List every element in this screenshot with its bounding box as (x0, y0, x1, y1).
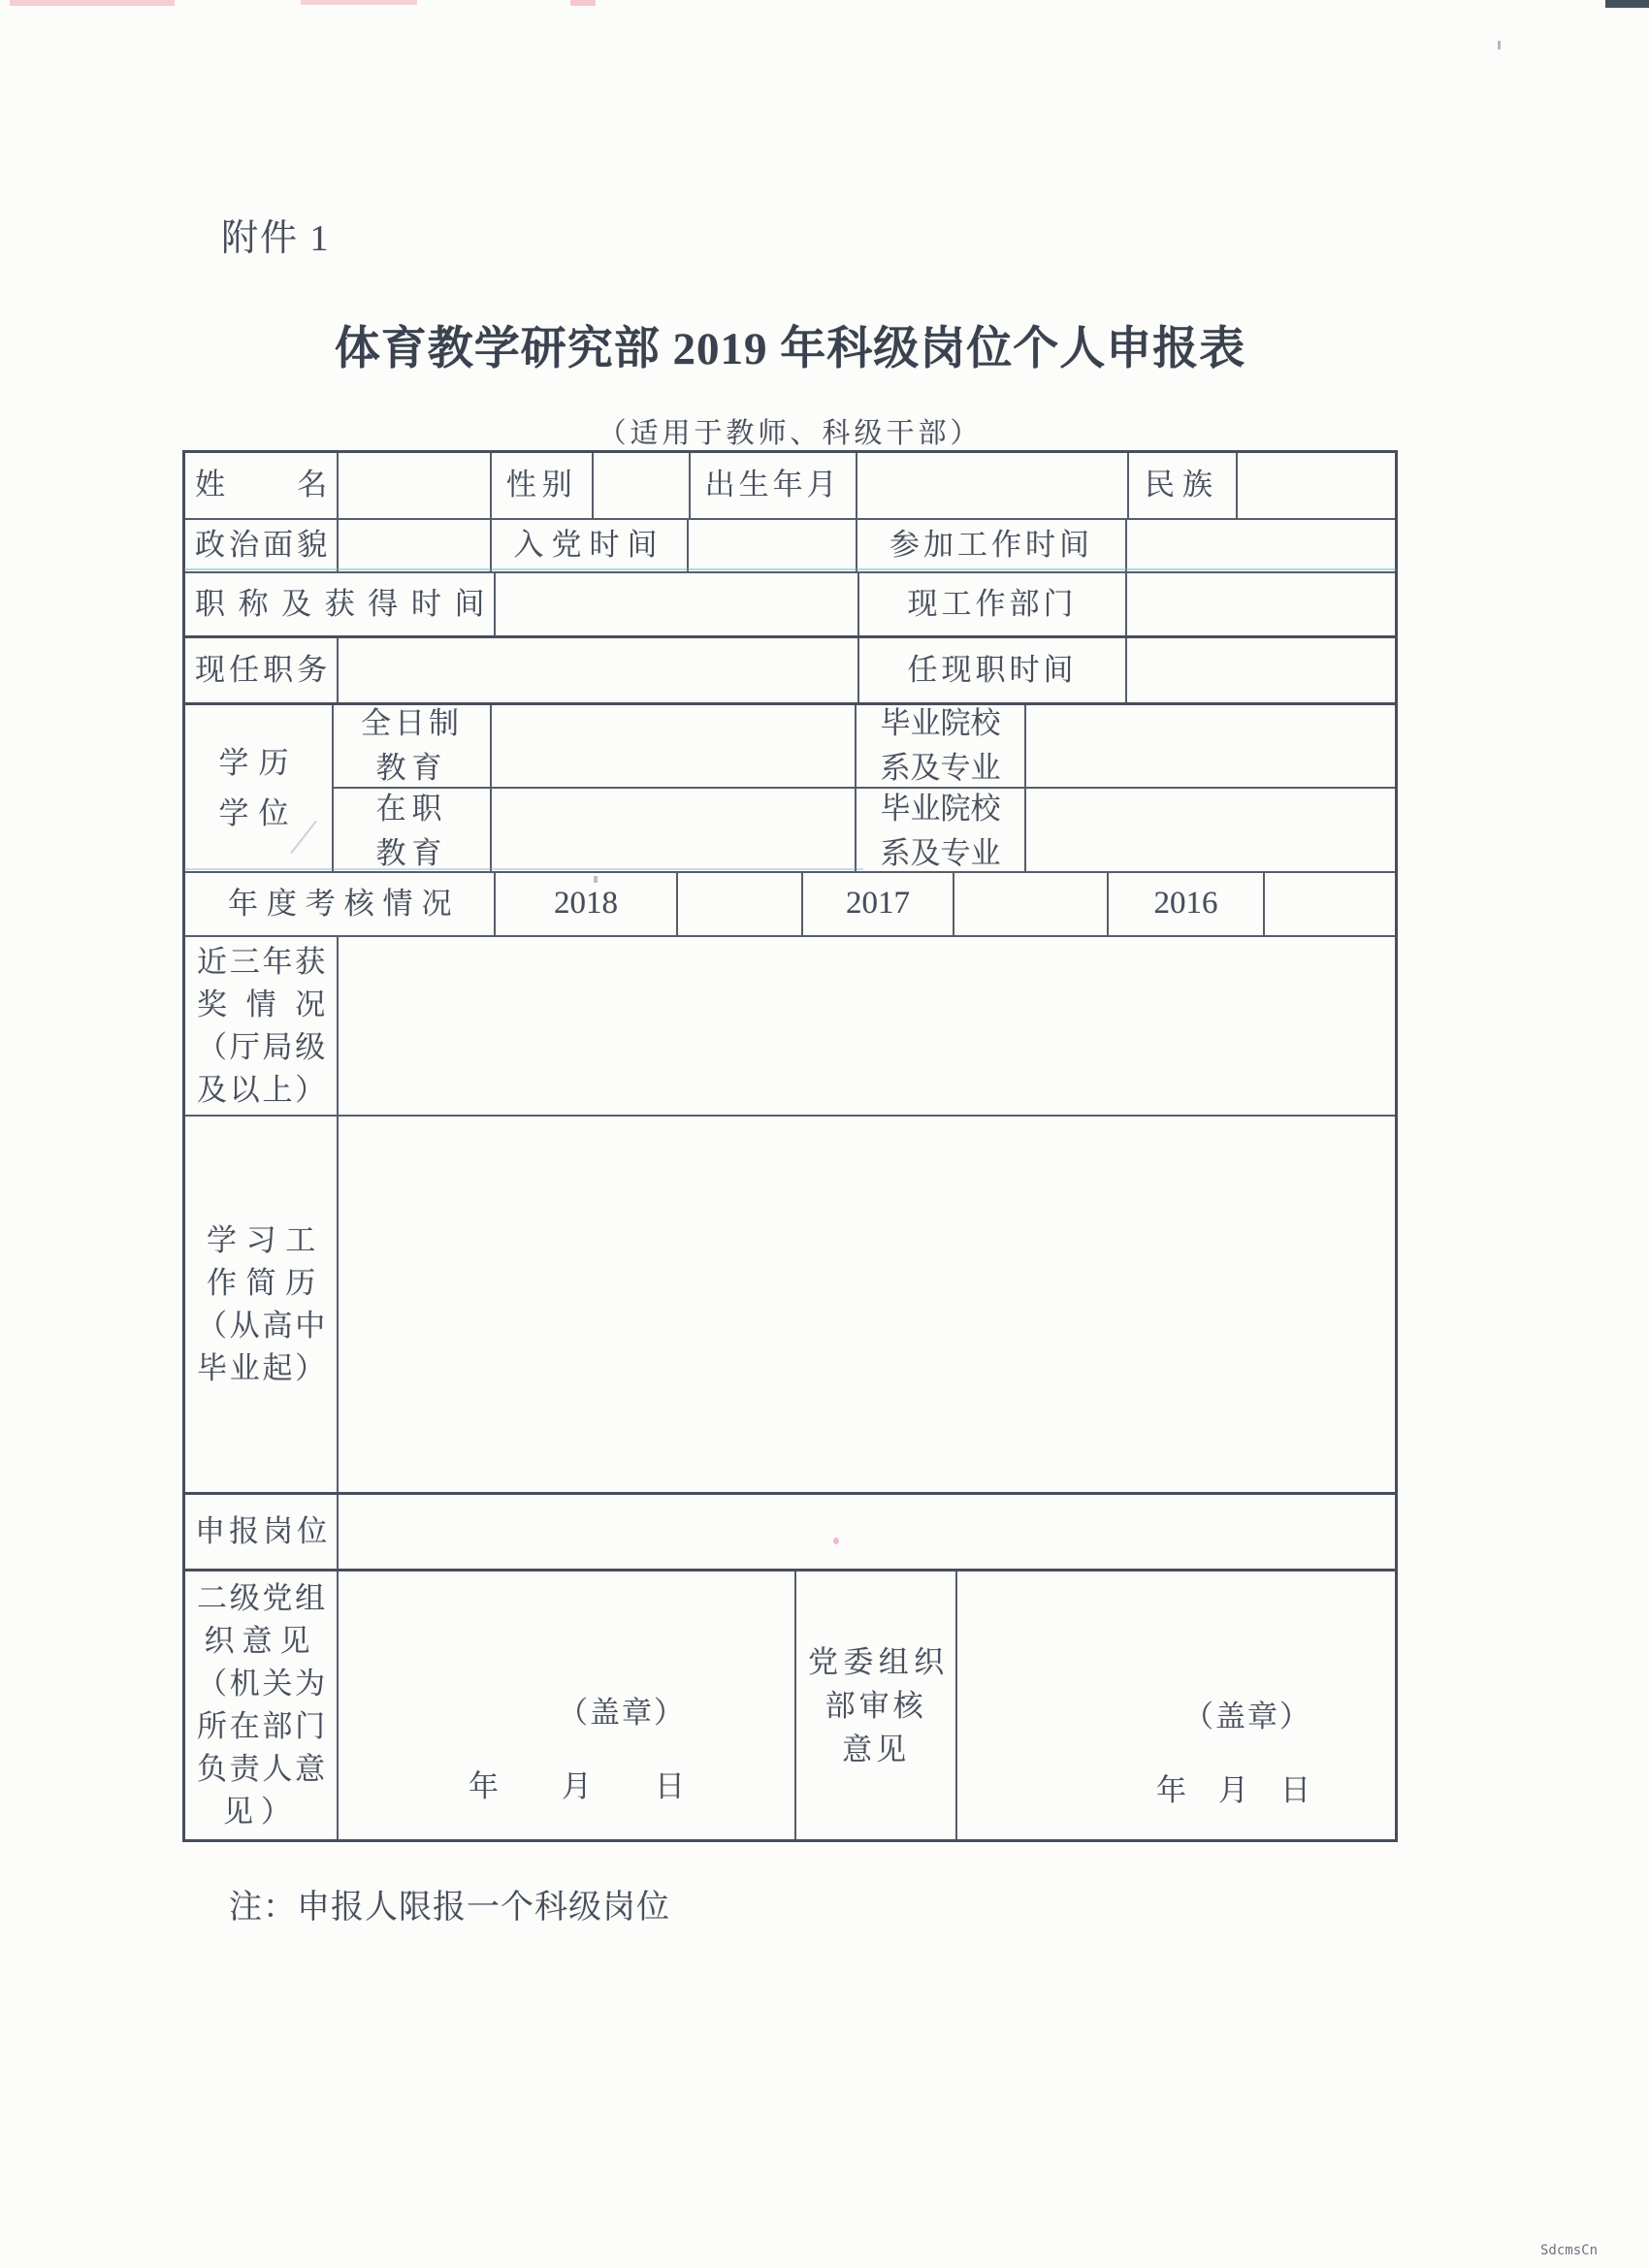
fulltime-label-cell (334, 705, 492, 787)
ethnicity-label-cell (1129, 453, 1237, 518)
stamp-label: （盖章） (1183, 1699, 1312, 1733)
resume-label-cell (185, 1117, 339, 1492)
committee-opinion-label-cell (796, 1571, 957, 1839)
education-subtable (334, 705, 1395, 871)
resume-label-line2: 作简历 (207, 1265, 316, 1300)
fulltime-value-cell (492, 705, 857, 787)
current-dept-value-cell (1127, 573, 1395, 635)
current-post-value-cell (339, 638, 858, 702)
current-post-label-cell (185, 638, 339, 702)
education-label-line2: 学位 (218, 795, 299, 830)
college-label-line1: 毕业院校 (880, 706, 1001, 740)
scan-artifact (1498, 41, 1501, 49)
stamp-date-label: 年 月 日 (1156, 1773, 1312, 1808)
secondary-opinion-line6: 见） (223, 1795, 300, 1829)
title-time-value-cell (496, 573, 858, 635)
scan-artifact (1605, 0, 1649, 8)
position-label: 申报岗位 (195, 1513, 328, 1548)
work-start-label-cell (857, 520, 1128, 571)
form-row-title (185, 573, 1395, 638)
secondary-opinion-line4: 所在部门 (197, 1709, 326, 1743)
watermark: SdcmsCn (1540, 2243, 1599, 2258)
scan-artifact (570, 0, 596, 6)
form-row-political (185, 520, 1395, 573)
work-start-value-cell (1127, 520, 1395, 571)
assessment-year-2018-cell (496, 873, 677, 935)
education-label-cell (185, 705, 334, 871)
current-post-label: 现任职务 (195, 652, 328, 687)
form-row-assessment (185, 873, 1395, 937)
page-subtitle: （适用于教师、科级干部） (598, 418, 983, 449)
inservice-label-line1: 在职 (375, 791, 448, 826)
assessment-year-2016: 2016 (1153, 886, 1218, 922)
awards-label-cell (185, 937, 339, 1115)
fulltime-college-label-cell (857, 705, 1026, 787)
position-value-cell (339, 1495, 1395, 1569)
birth-label: 出生年月 (704, 468, 841, 502)
title-time-label: 职称及获得时间 (195, 586, 485, 621)
attachment-label: 附件 1 (221, 218, 331, 259)
resume-label-line4: 毕业起） (197, 1350, 326, 1385)
form-row-opinions (185, 1571, 1395, 1839)
inservice-label-line2: 教育 (375, 835, 448, 870)
assessment-year-2017: 2017 (846, 886, 911, 922)
form-row-resume (185, 1117, 1395, 1495)
committee-opinion-line3: 意见 (842, 1732, 911, 1766)
awards-label-line3: （厅局级 (197, 1029, 326, 1064)
post-since-label-cell (859, 638, 1128, 702)
secondary-opinion-line3: （机关为 (197, 1667, 326, 1701)
birth-value-cell (857, 453, 1130, 518)
assessment-2016-value-cell (1265, 873, 1395, 935)
committee-opinion-line2: 部审核 (824, 1688, 927, 1723)
secondary-opinion-label-cell (185, 1571, 339, 1839)
form-row-post (185, 638, 1395, 705)
assessment-year-2016-cell (1109, 873, 1264, 935)
education-label-line1: 学历 (218, 745, 299, 780)
birth-label-cell (691, 453, 857, 518)
political-label: 政治面貌 (195, 528, 328, 563)
college-label-line1: 毕业院校 (880, 791, 1001, 826)
gender-label-cell (492, 453, 594, 518)
resume-label-line3: （从高中 (197, 1308, 326, 1343)
position-label-cell (185, 1495, 339, 1569)
secondary-opinion-line1: 二级党组 (197, 1581, 326, 1615)
name-label: 姓 名 (195, 468, 328, 502)
party-join-label: 入党时间 (513, 528, 665, 563)
assessment-2018-value-cell (678, 873, 803, 935)
inservice-value-cell (492, 789, 857, 873)
application-form-table (182, 450, 1398, 1842)
form-row-position (185, 1495, 1395, 1571)
awards-value-cell (339, 937, 1395, 1115)
assessment-year-2017-cell (803, 873, 954, 935)
gender-value-cell (594, 453, 691, 518)
post-since-value-cell (1127, 638, 1395, 702)
resume-value-cell (339, 1117, 1395, 1492)
education-fulltime-row (334, 705, 1395, 789)
scan-artifact (10, 0, 175, 6)
party-join-label-cell (492, 520, 688, 571)
assessment-year-2018: 2018 (554, 886, 618, 922)
form-row-education (185, 705, 1395, 873)
scan-artifact (301, 0, 417, 5)
current-dept-label-cell (859, 573, 1128, 635)
name-value-cell (339, 453, 492, 518)
assessment-label-cell (185, 873, 496, 935)
footnote: 注：申报人限报一个科级岗位 (229, 1890, 670, 1926)
current-dept-label: 现工作部门 (907, 586, 1078, 621)
fulltime-college-value-cell (1026, 705, 1395, 787)
stamp-label: （盖章） (558, 1695, 687, 1730)
awards-label-line4: 及以上） (197, 1072, 326, 1107)
ethnicity-label: 民族 (1145, 468, 1221, 502)
political-value-cell (339, 520, 492, 571)
committee-opinion-stamp-cell (957, 1571, 1395, 1839)
college-label-line2: 系及专业 (880, 751, 1001, 785)
committee-opinion-line1: 党委组织 (808, 1644, 945, 1679)
inservice-college-label-cell (857, 789, 1026, 873)
fulltime-label-line2: 教育 (375, 751, 448, 785)
stamp-date-label: 年 月 日 (469, 1769, 687, 1804)
secondary-opinion-line2: 织意见 (204, 1624, 318, 1658)
secondary-opinion-stamp-cell (339, 1571, 796, 1839)
page-title: 体育教学研究部 2019 年科级岗位个人申报表 (334, 324, 1246, 374)
awards-label-line1: 近三年获 (197, 944, 326, 979)
awards-label-line2: 奖 情 况 (197, 987, 326, 1021)
assessment-2017-value-cell (954, 873, 1109, 935)
resume-label-line1: 学习工 (207, 1222, 316, 1257)
post-since-label: 任现职时间 (907, 652, 1078, 687)
form-row-awards (185, 937, 1395, 1117)
ethnicity-value-cell (1238, 453, 1395, 518)
inservice-label-cell (334, 789, 492, 873)
inservice-college-value-cell (1026, 789, 1395, 873)
party-join-value-cell (689, 520, 857, 571)
assessment-label: 年度考核情况 (228, 886, 452, 921)
secondary-opinion-line5: 负责人意 (197, 1752, 326, 1786)
education-inservice-row (334, 789, 1395, 873)
form-row-name (185, 453, 1395, 520)
fulltime-label-line1: 全日制 (361, 706, 463, 740)
college-label-line2: 系及专业 (880, 835, 1001, 870)
name-label-cell (185, 453, 339, 518)
gender-label: 性别 (505, 468, 578, 502)
title-time-label-cell (185, 573, 496, 635)
work-start-label: 参加工作时间 (889, 528, 1093, 563)
political-label-cell (185, 520, 339, 571)
